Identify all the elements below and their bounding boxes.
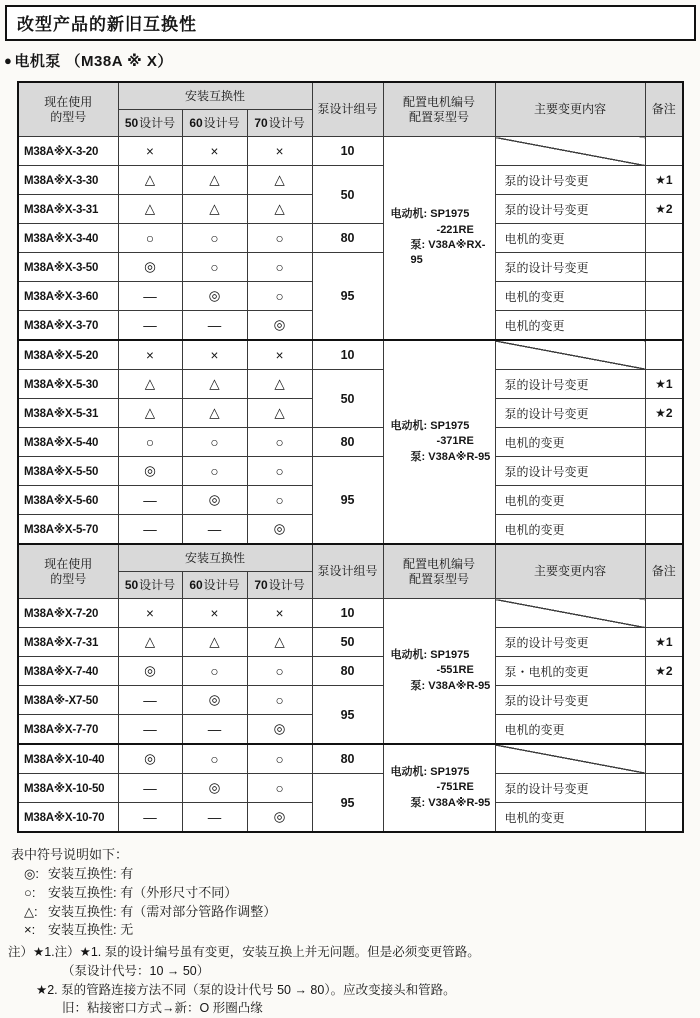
change-cell: 电机的变更 — [495, 803, 645, 833]
compat-60-cell: ○ — [182, 457, 247, 486]
compat-50-cell: △ — [118, 399, 182, 428]
pump-group-cell: 50 — [312, 628, 383, 657]
col-header-motor-config — [383, 82, 495, 137]
remark-cell — [645, 340, 683, 370]
change-cell: 泵的设计号变更 — [495, 166, 645, 195]
compat-50-cell: — — [118, 486, 182, 515]
col-header-remarks: 备注 — [645, 544, 683, 599]
remark-cell — [645, 311, 683, 341]
compat-70-cell: ○ — [247, 224, 312, 253]
model-cell: M38A※X-7-40 — [18, 657, 118, 686]
legend-item — [24, 884, 700, 903]
legend-item — [24, 921, 700, 940]
pump-group-cell: 80 — [312, 657, 383, 686]
circle-icon: ○: — [24, 884, 36, 900]
model-cell: M38A※X-3-30 — [18, 166, 118, 195]
compat-70-cell: ◎ — [247, 803, 312, 833]
compat-50-cell: — — [118, 774, 182, 803]
compat-70-cell: × — [247, 599, 312, 628]
pump-group-cell: 50 — [312, 370, 383, 428]
motor-number: 电动机: SP1975 — [390, 208, 470, 221]
col-header-mount-compat: 安装互换性 — [118, 82, 312, 110]
diagonal-cell — [495, 137, 645, 166]
motor-number-suffix: -221RE — [436, 223, 474, 236]
remark-cell: ★1 — [645, 628, 683, 657]
compat-60-cell: × — [182, 340, 247, 370]
col-header-model — [18, 82, 118, 137]
remark-cell — [645, 515, 683, 545]
change-cell: 泵的设计号变更 — [495, 253, 645, 282]
compat-50-cell: × — [118, 137, 182, 166]
table-row — [18, 657, 683, 686]
motor-config-cell — [383, 340, 495, 544]
compat-70-cell: △ — [247, 195, 312, 224]
remark-cell — [645, 774, 683, 803]
motor-number-suffix: -751RE — [436, 781, 474, 794]
legend-intro: 表中符号说明如下： — [11, 847, 129, 862]
remark-cell — [645, 686, 683, 715]
compat-60-cell: △ — [182, 399, 247, 428]
legend-text: 安装互换性: 无 — [48, 922, 134, 938]
compat-50-cell: — — [118, 282, 182, 311]
model-cell: M38A※X-3-20 — [18, 137, 118, 166]
remark-cell — [645, 715, 683, 745]
model-cell: M38A※X-5-30 — [18, 370, 118, 399]
remark-cell — [645, 803, 683, 833]
remark-cell: ★2 — [645, 657, 683, 686]
model-cell: M38A※X-10-70 — [18, 803, 118, 833]
table-row — [18, 224, 683, 253]
double-circle-icon: ◎: — [24, 865, 39, 881]
model-cell: M38A※X-3-70 — [18, 311, 118, 341]
change-cell: 泵的设计号变更 — [495, 195, 645, 224]
compat-70-cell: ◎ — [247, 311, 312, 341]
col-header-model — [18, 544, 118, 599]
bullet-icon: ● — [4, 53, 13, 68]
compat-60-cell: △ — [182, 195, 247, 224]
compat-60-cell: △ — [182, 166, 247, 195]
motor-number: 电动机: SP1975 — [390, 648, 470, 661]
compat-50-cell: — — [118, 311, 182, 341]
diagonal-cell — [495, 599, 645, 628]
change-cell: 泵的设计号变更 — [495, 774, 645, 803]
pump-group-cell: 95 — [312, 253, 383, 341]
col-header-design-60: 60设计号 — [182, 110, 247, 137]
table-row — [18, 253, 683, 282]
change-cell: 泵的设计号变更 — [495, 399, 645, 428]
pump-group-cell: 10 — [312, 340, 383, 370]
compat-70-cell: ◎ — [247, 715, 312, 745]
pump-group-cell: 80 — [312, 224, 383, 253]
motor-number: 电动机: SP1975 — [390, 419, 470, 432]
remark-cell — [645, 253, 683, 282]
compat-70-cell: △ — [247, 628, 312, 657]
col-header-motor-line1: 配置电机编号 — [403, 94, 476, 109]
compat-50-cell: × — [118, 340, 182, 370]
model-cell: M38A※X-5-31 — [18, 399, 118, 428]
compat-50-cell: ○ — [118, 224, 182, 253]
compat-50-cell: × — [118, 599, 182, 628]
table-row — [18, 744, 683, 774]
legend-item — [24, 903, 700, 922]
compat-50-cell: ◎ — [118, 657, 182, 686]
compat-60-cell: ◎ — [182, 486, 247, 515]
note-line: （泵设计代号：10 → 50） — [62, 963, 210, 978]
model-cell: M38A※X-3-40 — [18, 224, 118, 253]
compat-70-cell: ○ — [247, 657, 312, 686]
compat-50-cell: ◎ — [118, 457, 182, 486]
compat-60-cell: ○ — [182, 744, 247, 774]
model-cell: M38A※-X7-50 — [18, 686, 118, 715]
legend-text: 安装互换性: 有 — [48, 865, 134, 881]
remark-cell: ★2 — [645, 399, 683, 428]
diagonal-cell — [495, 744, 645, 774]
compat-60-cell: — — [182, 803, 247, 833]
remark-cell — [645, 224, 683, 253]
model-cell: M38A※X-10-50 — [18, 774, 118, 803]
compat-70-cell: ○ — [247, 774, 312, 803]
compat-70-cell: ○ — [247, 282, 312, 311]
table-row — [18, 686, 683, 715]
remark-cell: ★2 — [645, 195, 683, 224]
compat-50-cell: — — [118, 515, 182, 545]
compat-70-cell: ○ — [247, 486, 312, 515]
model-cell: M38A※X-3-60 — [18, 282, 118, 311]
motor-number-suffix: -551RE — [436, 664, 474, 677]
col-header-remarks: 备注 — [645, 82, 683, 137]
table-row — [18, 428, 683, 457]
compat-50-cell: — — [118, 686, 182, 715]
compat-60-cell: ◎ — [182, 686, 247, 715]
change-cell: 泵的设计号变更 — [495, 370, 645, 399]
pump-group-cell: 10 — [312, 137, 383, 166]
col-header-changes: 主要变更内容 — [495, 82, 645, 137]
compat-70-cell: × — [247, 340, 312, 370]
compat-70-cell: × — [247, 137, 312, 166]
compat-50-cell: △ — [118, 370, 182, 399]
model-cell: M38A※X-3-50 — [18, 253, 118, 282]
motor-config-cell — [383, 744, 495, 832]
compat-70-cell: ○ — [247, 428, 312, 457]
compat-60-cell: × — [182, 137, 247, 166]
compat-60-cell: — — [182, 515, 247, 545]
col-header-motor-config — [383, 544, 495, 599]
page-title: 改型产品的新旧互换性 — [5, 5, 696, 41]
col-header-motor-line2: 配置泵型号 — [409, 571, 470, 586]
diagonal-cell — [495, 340, 645, 370]
change-cell: 电机的变更 — [495, 428, 645, 457]
compat-60-cell: △ — [182, 628, 247, 657]
table-row — [18, 628, 683, 657]
motor-config-cell — [383, 599, 495, 745]
table-row — [18, 340, 683, 370]
change-cell: 电机的变更 — [495, 311, 645, 341]
compat-60-cell: ○ — [182, 428, 247, 457]
compat-70-cell: △ — [247, 166, 312, 195]
col-header-motor-line1: 配置电机编号 — [403, 556, 476, 571]
col-header-pump-group: 泵设计组号 — [312, 82, 383, 137]
table-row — [18, 457, 683, 486]
compat-60-cell: ○ — [182, 253, 247, 282]
triangle-icon: △: — [24, 903, 38, 919]
pump-model: 泵: V38A※RX-95 — [410, 239, 486, 267]
model-cell: M38A※X-5-40 — [18, 428, 118, 457]
model-cell: M38A※X-3-31 — [18, 195, 118, 224]
legend-text: 安装互换性: 有（需对部分管路作调整） — [48, 903, 277, 919]
remark-cell — [645, 486, 683, 515]
pump-group-cell: 80 — [312, 428, 383, 457]
table-row — [18, 599, 683, 628]
compat-50-cell: — — [118, 803, 182, 833]
col-header-motor-line2: 配置泵型号 — [409, 109, 470, 124]
change-cell: 电机的变更 — [495, 715, 645, 745]
col-header-design-50: 50设计号 — [118, 110, 182, 137]
note-line: 注）★1.注）★1. 泵的设计编号虽有变更，安装互换上并无问题。但是必须变更管路。 — [8, 945, 480, 960]
compat-60-cell: — — [182, 715, 247, 745]
model-cell: M38A※X-7-20 — [18, 599, 118, 628]
compat-60-cell: ○ — [182, 224, 247, 253]
change-cell: 电机的变更 — [495, 224, 645, 253]
change-cell: 泵的设计号变更 — [495, 686, 645, 715]
compat-70-cell: ○ — [247, 744, 312, 774]
pump-model: 泵: V38A※R-95 — [410, 796, 491, 809]
compat-70-cell: △ — [247, 399, 312, 428]
compat-70-cell: ◎ — [247, 515, 312, 545]
table-row — [18, 137, 683, 166]
col-header-model-line1: 现在使用 — [44, 94, 93, 109]
compat-50-cell: ◎ — [118, 744, 182, 774]
compat-50-cell: △ — [118, 628, 182, 657]
subtitle-label: 电机泵 （M38A ※ X） — [14, 53, 173, 70]
model-cell: M38A※X-7-70 — [18, 715, 118, 745]
col-header-design-60: 60设计号 — [182, 572, 247, 599]
remark-cell: ★1 — [645, 370, 683, 399]
remark-cell — [645, 428, 683, 457]
remark-cell — [645, 282, 683, 311]
compat-70-cell: ○ — [247, 253, 312, 282]
compat-50-cell: △ — [118, 166, 182, 195]
change-cell: 泵的设计号变更 — [495, 457, 645, 486]
compat-70-cell: ○ — [247, 457, 312, 486]
table-row — [18, 166, 683, 195]
note-line: 旧：粘接密口方式→新：O 形圈凸缘 — [62, 1001, 263, 1016]
col-header-changes: 主要变更内容 — [495, 544, 645, 599]
table-header-row — [18, 82, 683, 110]
col-header-model-line2: 的型号 — [50, 571, 87, 586]
compat-50-cell: △ — [118, 195, 182, 224]
pump-model: 泵: V38A※R-95 — [410, 450, 491, 463]
model-cell: M38A※X-5-70 — [18, 515, 118, 545]
remark-cell — [645, 599, 683, 628]
remark-cell — [645, 744, 683, 774]
col-header-mount-compat: 安装互换性 — [118, 544, 312, 572]
compat-60-cell: △ — [182, 370, 247, 399]
change-cell: 泵・电机的变更 — [495, 657, 645, 686]
legend-text: 安装互换性: 有（外形尺寸不同） — [48, 884, 238, 900]
compat-50-cell: — — [118, 715, 182, 745]
pump-group-cell: 50 — [312, 166, 383, 224]
compat-70-cell: △ — [247, 370, 312, 399]
col-header-design-70: 70设计号 — [247, 572, 312, 599]
change-cell: 泵的设计号变更 — [495, 628, 645, 657]
compat-50-cell: ○ — [118, 428, 182, 457]
col-header-design-50: 50设计号 — [118, 572, 182, 599]
remark-cell: ★1 — [645, 166, 683, 195]
compat-60-cell: × — [182, 599, 247, 628]
change-cell: 电机的变更 — [495, 486, 645, 515]
col-header-pump-group: 泵设计组号 — [312, 544, 383, 599]
col-header-model-line2: 的型号 — [50, 109, 87, 124]
cross-icon: ×: — [24, 922, 36, 938]
table-row — [18, 774, 683, 803]
pump-group-cell: 95 — [312, 686, 383, 745]
col-header-design-70: 70设计号 — [247, 110, 312, 137]
compat-50-cell: ◎ — [118, 253, 182, 282]
col-header-model-line1: 现在使用 — [44, 556, 93, 571]
notes — [0, 943, 700, 1018]
legend — [11, 846, 700, 940]
model-cell: M38A※X-7-31 — [18, 628, 118, 657]
motor-number-suffix: -371RE — [436, 435, 474, 448]
table-header-row — [18, 544, 683, 572]
change-cell: 电机的变更 — [495, 282, 645, 311]
pump-group-cell: 10 — [312, 599, 383, 628]
note-line: ★2. 泵的管路连接方法不同（泵的设计代号 50 → 80）。应改变接头和管路。 — [36, 982, 456, 997]
table-row — [18, 370, 683, 399]
model-cell: M38A※X-5-20 — [18, 340, 118, 370]
compat-60-cell: ◎ — [182, 774, 247, 803]
section-subtitle — [4, 50, 700, 71]
compat-70-cell: ○ — [247, 686, 312, 715]
legend-item — [24, 865, 700, 884]
remark-cell — [645, 457, 683, 486]
compat-60-cell: ○ — [182, 657, 247, 686]
compat-60-cell: ◎ — [182, 282, 247, 311]
compatibility-table — [17, 81, 684, 833]
pump-model: 泵: V38A※R-95 — [410, 679, 491, 692]
motor-number: 电动机: SP1975 — [390, 765, 470, 778]
change-cell: 电机的变更 — [495, 515, 645, 545]
motor-config-cell — [383, 137, 495, 341]
model-cell: M38A※X-10-40 — [18, 744, 118, 774]
model-cell: M38A※X-5-60 — [18, 486, 118, 515]
compat-60-cell: — — [182, 311, 247, 341]
pump-group-cell: 95 — [312, 457, 383, 545]
remark-cell — [645, 137, 683, 166]
pump-group-cell: 80 — [312, 744, 383, 774]
model-cell: M38A※X-5-50 — [18, 457, 118, 486]
pump-group-cell: 95 — [312, 774, 383, 833]
